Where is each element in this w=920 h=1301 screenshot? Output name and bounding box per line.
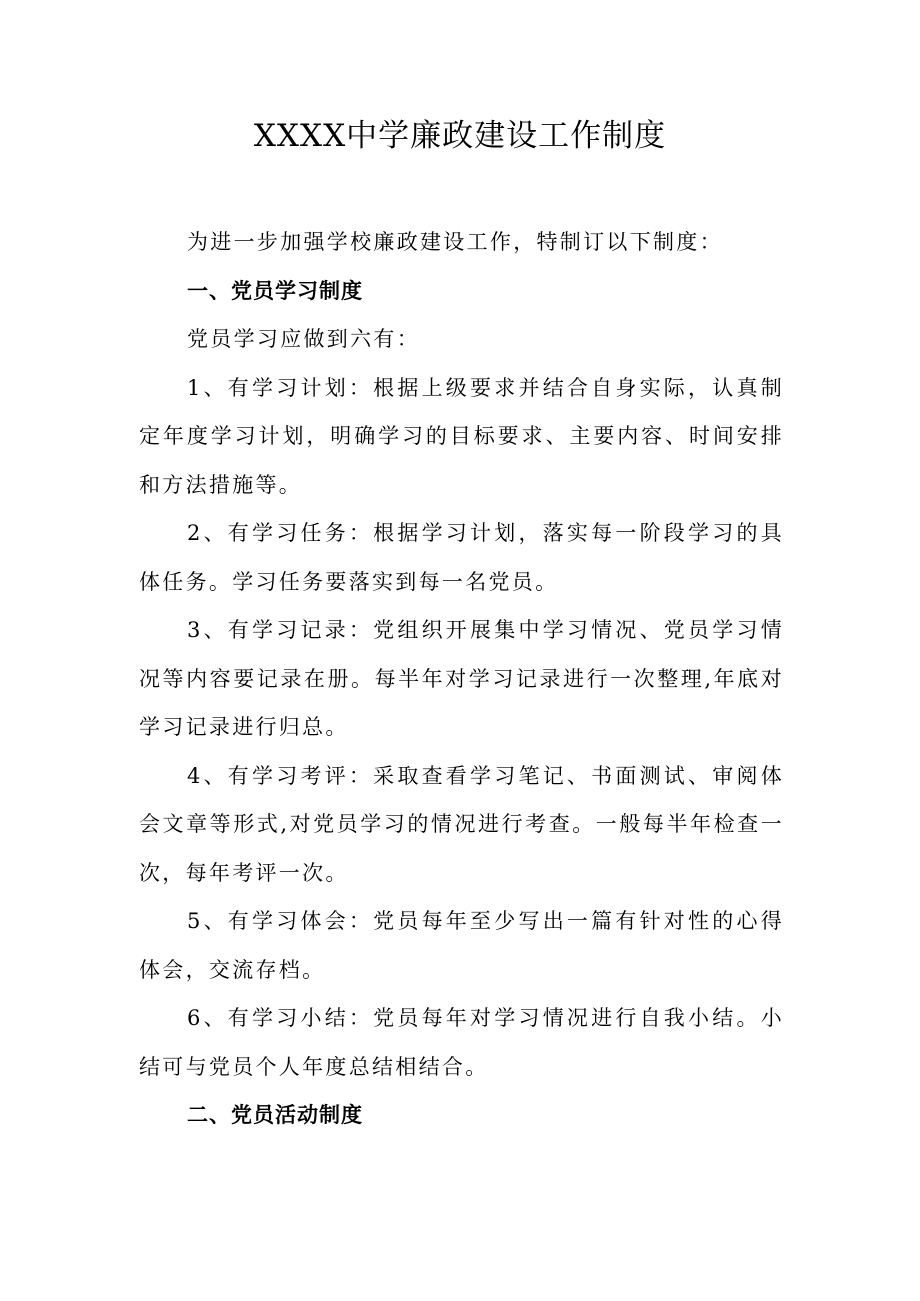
document-title: XXXX中学廉政建设工作制度 xyxy=(253,118,667,154)
document-body xyxy=(139,218,784,1140)
list-item: 1、有学习计划：根据上级要求并结合自身实际，认真制定年度学习计划，明确学习的目标要求、主要内容、时间安排和方法措施等。 xyxy=(139,375,784,497)
list-item: 5、有学习体会：党员每年至少写出一篇有针对性的心得体会，交流存档。 xyxy=(139,909,784,982)
list-item: 4、有学习考评：采取查看学习笔记、书面测试、审阅体会文章等形式,对党员学习的情况进行考查。一般每半年检查一次，每年考评一次。 xyxy=(139,763,784,885)
section-heading-2: 二、党员活动制度 xyxy=(187,1103,363,1127)
list-item: 6、有学习小结：党员每年对学习情况进行自我小结。小结可与党员个人年度总结相结合。 xyxy=(139,1006,784,1079)
section-lead: 党员学习应做到六有： xyxy=(187,327,420,351)
list-item: 3、有学习记录：党组织开展集中学习情况、党员学习情况等内容要记录在册。每半年对学习记录进行一次整理,年底对学习记录进行归总。 xyxy=(139,618,784,739)
list-item: 2、有学习任务：根据学习计划，落实每一阶段学习的具体任务。学习任务要落实到每一名党员。 xyxy=(139,521,784,594)
section-heading-1: 一、党员学习制度 xyxy=(187,278,363,303)
intro-paragraph: 为进一步加强学校廉政建设工作，特制订以下制度： xyxy=(187,230,723,254)
